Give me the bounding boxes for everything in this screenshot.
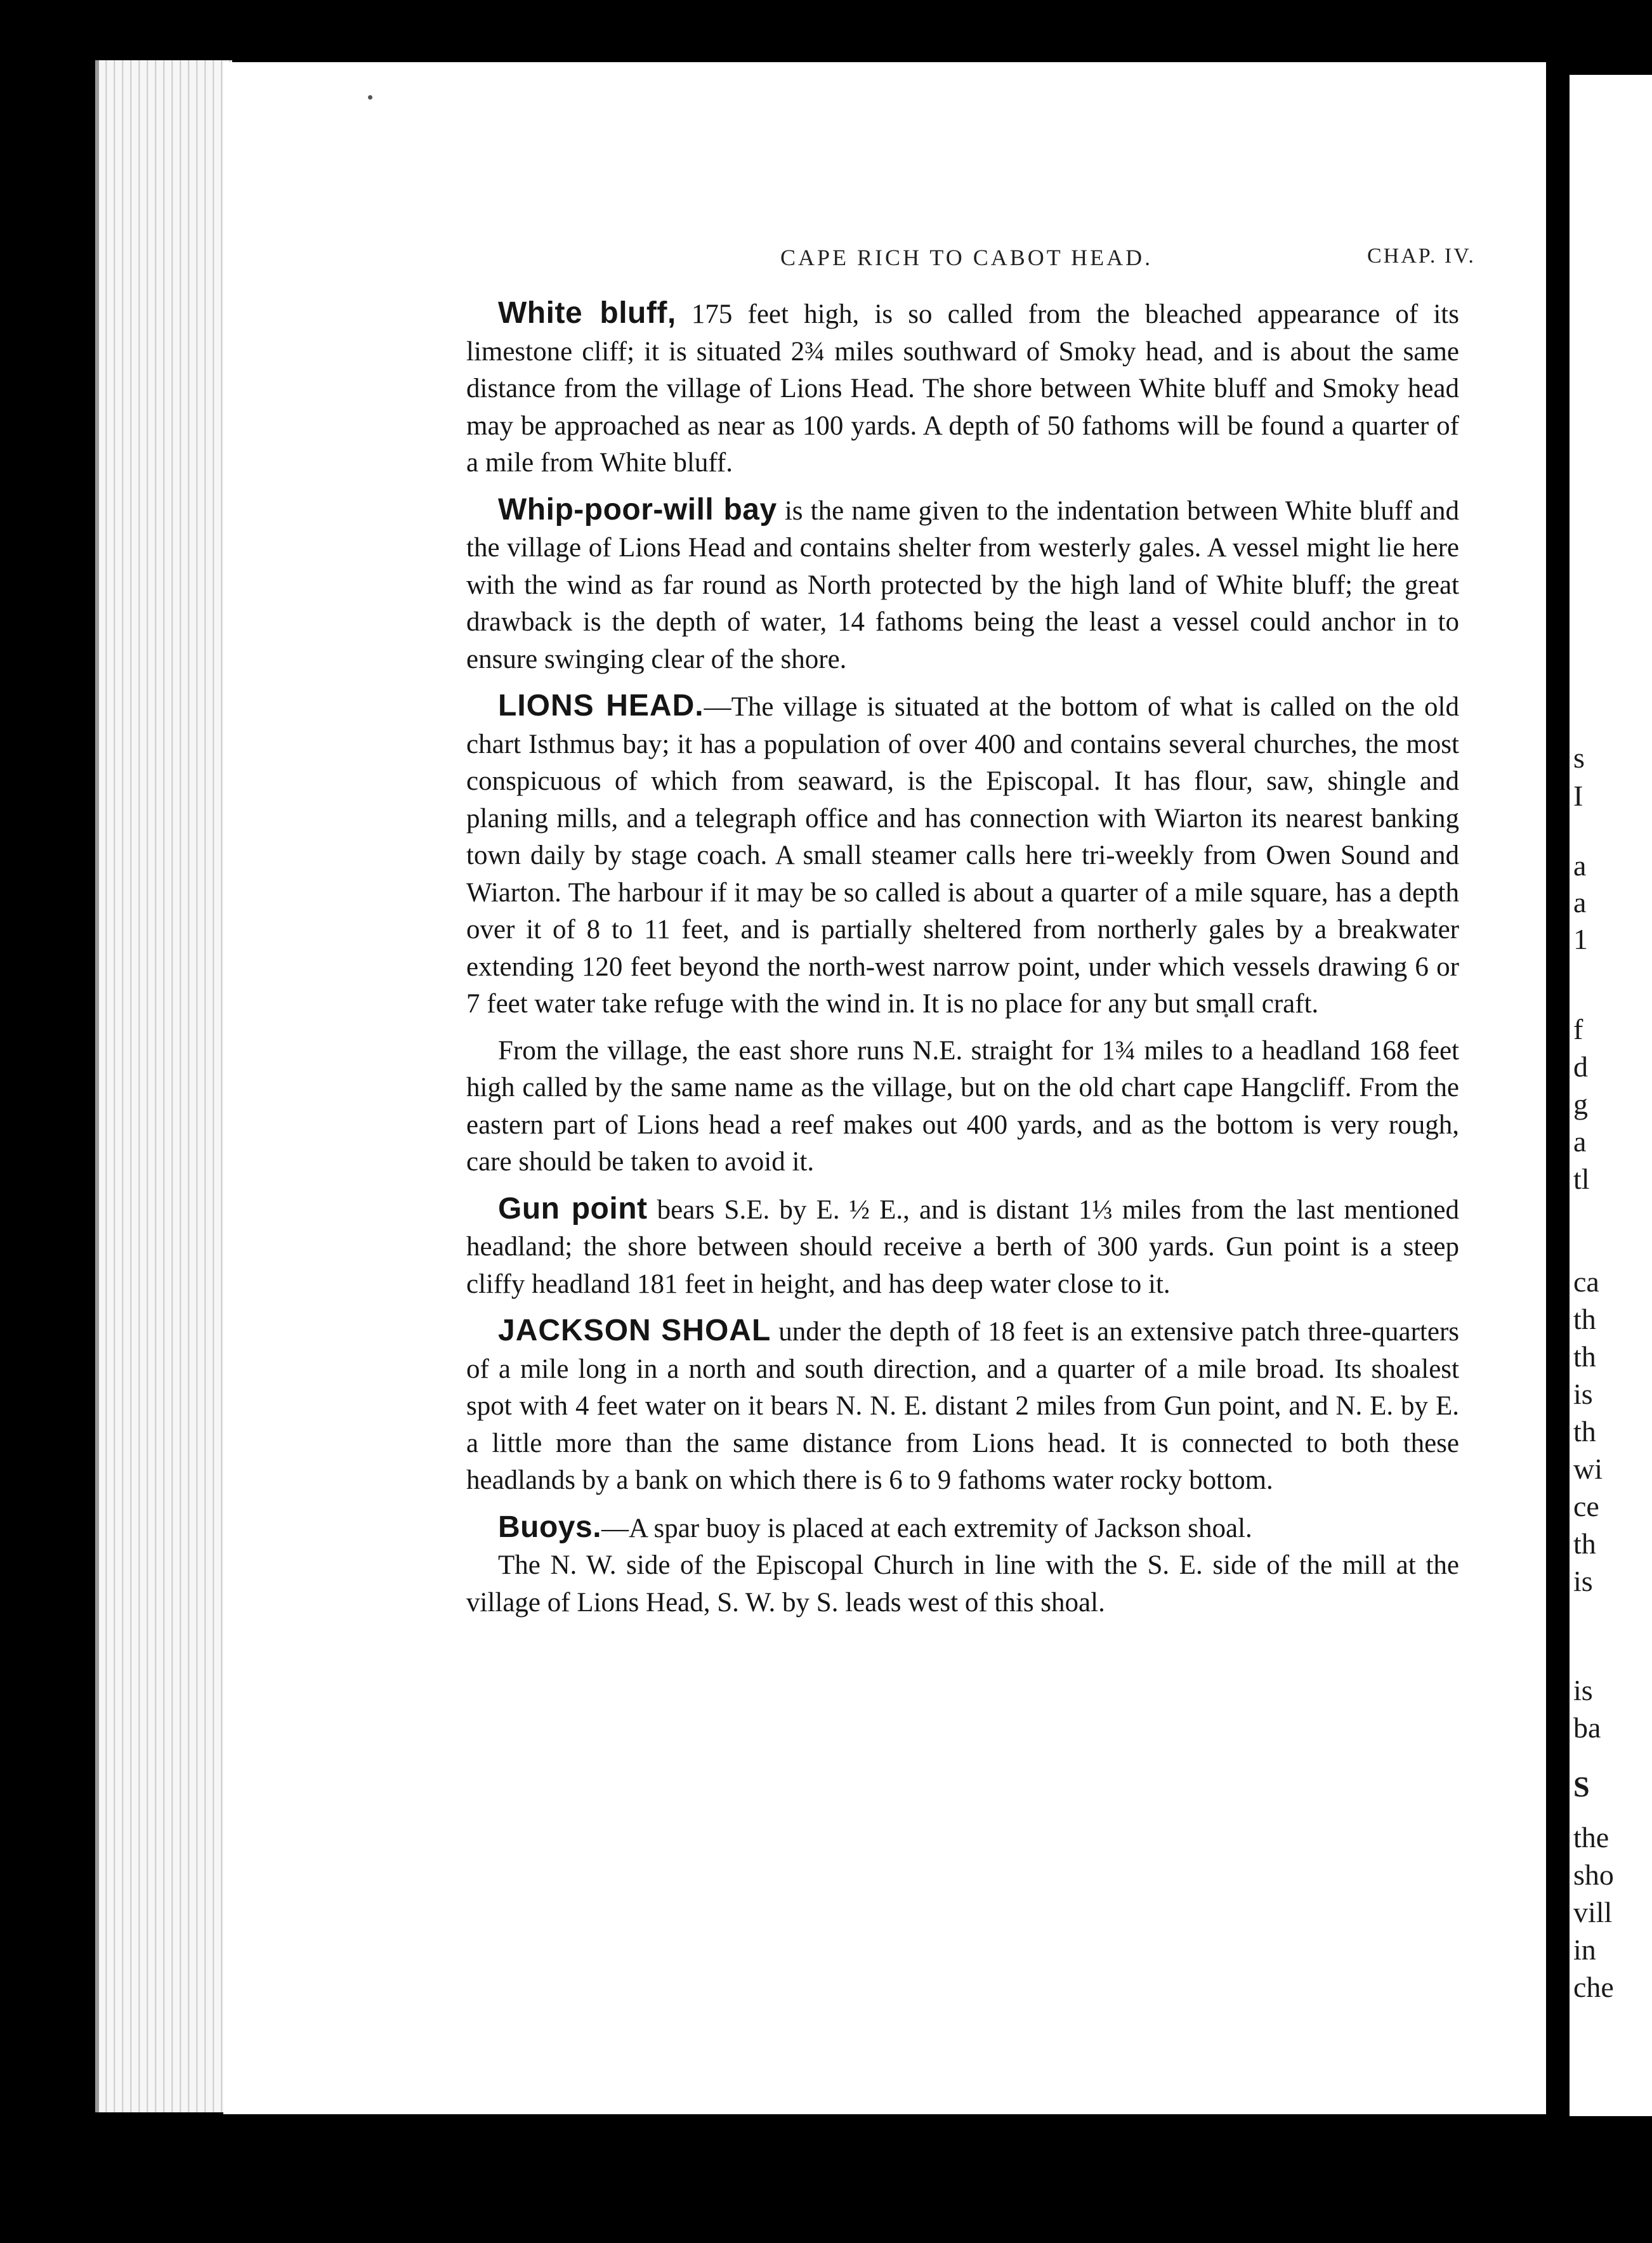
- paragraph-text: —A spar buoy is placed at each extremity of Jackson shoal.: [601, 1513, 1252, 1543]
- fragment-text: th: [1573, 1527, 1596, 1560]
- fragment-text: I: [1573, 780, 1583, 812]
- paragraph-text: The N. W. side of the Episcopal Church in line with the S. E. side of the mill at the village of Lions Head, S. W. by S. leads west of this shoal.: [466, 1550, 1459, 1618]
- paragraph-lead: JACKSON SHOAL: [498, 1314, 771, 1347]
- paragraph-text: —The village is situated at the bottom of what is called on the old chart Isthmus bay; it has a population of over 400 and contains several churches, the most conspicuous of which from seaward, is the Episcopal. It has flour, saw, shingle and planing mills, and a telegraph office and has connection with Wiarton its nearest banking town daily by stage coach. A small steamer calls here tri-weekly from Owen Sound and Wiarton. The harbour if it may be so called is about a quarter of a mile square, has a depth over it of 8 to 11 feet, and is partially sheltered from northerly gales by a breakwater extending 120 feet beyond the north-west narrow point, under which vessels drawing 6 or 7 feet water take refuge with the wind in. It is no place for any but small craft.: [466, 692, 1459, 1019]
- fragment-text: is: [1573, 1674, 1593, 1706]
- paragraph-lead: Buoys.: [498, 1510, 602, 1544]
- paragraph-lead: Whip-poor-will bay: [498, 492, 777, 526]
- paragraph-lead: Gun point: [498, 1191, 648, 1226]
- fragment-text: vill: [1573, 1896, 1613, 1928]
- fragment-text: a: [1573, 1125, 1587, 1158]
- paragraph-text: From the village, the east shore runs N.E. straight for 1¾ miles to a headland 168 feet high called by the same name as the village, but on the old chart cape Hangcliff. From the eastern part of Lions head a reef makes out 400 yards, and as the bottom is very rough, care should be taken to avoid it.: [466, 1035, 1459, 1177]
- fragment-text: 1: [1573, 923, 1588, 955]
- fragment-text: the: [1573, 1821, 1609, 1854]
- adjacent-page-fragment: [1570, 75, 1652, 2116]
- fragment-text: g: [1573, 1088, 1588, 1120]
- fragment-text: a: [1573, 849, 1587, 882]
- fragment-text: th: [1573, 1340, 1596, 1373]
- paragraph-leading-mark: [466, 1547, 1459, 1621]
- fragment-text: d: [1573, 1050, 1588, 1083]
- fragment-text: tl: [1573, 1163, 1590, 1195]
- fragment-text: sho: [1573, 1859, 1614, 1891]
- paragraph-lead: White bluff,: [498, 296, 676, 330]
- fragment-text: in: [1573, 1933, 1596, 1966]
- fragment-text: th: [1573, 1415, 1596, 1448]
- paragraph-lead: LIONS HEAD.: [498, 689, 704, 723]
- fragment-text: is: [1573, 1378, 1593, 1410]
- body-text: [466, 295, 1459, 1631]
- paragraph-gun-point: [466, 1191, 1459, 1304]
- print-speck: [368, 95, 372, 100]
- fragment-text: f: [1573, 1013, 1583, 1045]
- fragment-text: a: [1573, 886, 1587, 919]
- fragment-text: ca: [1573, 1265, 1599, 1298]
- paragraph-lions-head: [466, 688, 1459, 1023]
- paragraph-text: under the depth of 18 feet is an extensive patch three-quarters of a mile long in a north and south direction, and a quarter of a mile broad. Its shoalest spot with 4 feet water on it bears N. N. E. distant 2 miles from Gun point, and N. E. by E. a little more than the same distance from Lions head. It is connected to both these headlands by a bank on which there is 6 to 9 fathoms water rocky bottom.: [466, 1317, 1459, 1495]
- fragment-text: che: [1573, 1971, 1614, 2003]
- paragraph-text: 175 feet high, is so called from the bleached appearance of its limestone cliff; it is situated 2¾ miles southward of Smoky head, and is about the same distance from the village of Lions Head. The shore between White bluff and Smoky head may be approached as near as 100 yards. A depth of 50 fathoms will be found a quarter of a mile from White bluff.: [466, 299, 1459, 478]
- fragment-text: th: [1573, 1303, 1596, 1335]
- paragraph-east-shore: [466, 1033, 1459, 1181]
- paragraph-buoys: [466, 1509, 1459, 1548]
- paragraph-text: bears S.E. by E. ½ E., and is distant 1⅓ miles from the last mentioned headland; the shore between should receive a berth of 300 yards. Gun point is a steep cliffy headland 181 feet in height, and has deep water close to it.: [466, 1194, 1460, 1299]
- fragment-text: S: [1573, 1770, 1590, 1803]
- running-head: CAPE RICH TO CABOT HEAD.: [780, 245, 1153, 270]
- fragment-text: ba: [1573, 1711, 1601, 1744]
- chapter-label: CHAP. IV.: [1367, 244, 1476, 268]
- fragment-text: ce: [1573, 1490, 1599, 1522]
- page-edges: [95, 60, 232, 2112]
- fragment-text: is: [1573, 1565, 1593, 1597]
- paragraph-white-bluff: [466, 295, 1459, 482]
- fragment-text: s: [1573, 742, 1585, 774]
- paragraph-whip-poor-will-bay: [466, 492, 1459, 679]
- paragraph-jackson-shoal: [466, 1312, 1459, 1500]
- paragraph-text: is the name given to the indentation between White bluff and the village of Lions Head and contains shelter from westerly gales. A vessel might lie here with the wind as far round as North protected by the high land of White bluff; the great drawback is the depth of water, 14 fathoms being the least a vessel could anchor in to ensure swinging clear of the shore.: [466, 495, 1460, 674]
- fragment-text: wi: [1573, 1453, 1603, 1485]
